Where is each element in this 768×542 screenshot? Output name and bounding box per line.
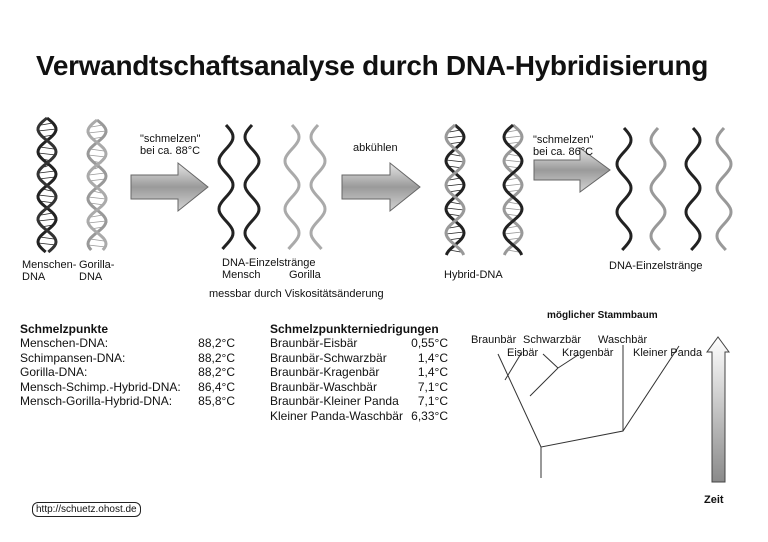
phylogenetic-tree [498,345,679,478]
human-dna-helix-rung [38,243,56,245]
step-melt-temp: bei ca. 88°C [140,145,201,157]
depression-row [270,365,448,380]
melting-point-row-value: 88,2°C [198,336,235,350]
melting-point-row-name: Mensch-Schimp.-Hybrid-DNA: [20,379,181,394]
depression-row-name: Braunbär-Kleiner Panda [270,394,399,408]
label-human-dna: Menschen- [22,259,77,271]
melting-point-row-value: 88,2°C [198,350,235,365]
single-strand-1 [617,128,631,250]
melting-point-row-value: 85,8°C [198,394,235,408]
tree-leaf-kleiner-panda: Kleiner Panda [633,347,703,359]
depression-row [270,380,448,395]
hybrid-dna-helix-1-rung [446,160,464,162]
step-cool-label: abkühlen [353,142,398,154]
human-dna-helix-rung [40,237,54,239]
melting-point-row [20,380,235,395]
gorilla-dna-helix-rung [88,131,106,133]
melting-point-row-value: 86,4°C [198,379,235,394]
gorilla-dna-helix-rung [88,245,106,247]
depression-row-value: 0,55°C [411,336,448,350]
single-strand-4 [717,128,731,250]
depression-row-value: 7,1°C [417,379,448,394]
melting-point-row-name: Schimpansen-DNA: [20,350,126,365]
human-dna-helix-rung [38,219,56,221]
gorilla-strand-2 [311,125,325,249]
human-strand-1 [219,125,233,249]
hybrid-dna-helix-2-rung [504,232,522,234]
depression-row-value: 1,4°C [417,365,448,379]
gorilla-strand-1 [285,125,299,249]
depression-row-name: Kleiner Panda-Waschbär [270,408,403,423]
label-human: Mensch [222,269,261,281]
label-gorilla-dna: Gorilla- [79,259,115,271]
melting-point-row-value: 88,2°C [198,365,235,379]
melting-point-row [20,365,235,380]
depression-row-name: Braunbär-Waschbär [270,379,377,394]
page-title: Verwandtschaftsanalyse durch DNA-Hybridisierung [36,50,709,81]
hybrid-dna-helix-1-rung [446,232,464,234]
gorilla-dna-helix-rung [90,149,104,151]
single-strand-3 [686,128,700,250]
hybrid-dna-helix-1-rung [446,136,464,138]
depression-row-name: Braunbär-Eisbär [270,336,358,350]
gorilla-dna-helix-rung [90,239,104,241]
depression-row-value: 1,4°C [417,350,448,365]
tree-leaf-eisbaer: Eisbär [507,347,539,359]
gorilla-dna-helix-rung [88,221,106,223]
hybrid-dna-helix-1-rung [446,184,464,186]
depression-row-name: Braunbär-Schwarzbär [270,350,387,365]
depression-row [270,336,448,351]
label-single-strands-2: DNA-Einzelstränge [609,260,703,272]
human-dna-helix-strand-b [38,118,56,252]
label-human-dna-2: DNA [22,271,46,283]
depression-table [270,322,448,423]
hybrid-dna-helix-1-rung [446,208,464,210]
human-dna-helix-rung [40,147,54,149]
hybrid-dna-helix-2-rung [504,136,522,138]
human-dna-helix-rung [39,171,55,173]
step-melt2-temp: bei ca. 86°C [533,146,594,158]
human-dna-helix-rung [38,153,56,155]
step-melt-label: "schmelzen" [140,133,201,145]
melting-point-row-name: Mensch-Gorilla-Hybrid-DNA: [20,394,173,408]
depression-row-name: Braunbär-Kragenbär [270,365,380,379]
label-single-strands: DNA-Einzelstränge [222,257,316,269]
gorilla-dna-helix-strand-b [88,120,106,250]
hybrid-dna-helix-2-rung [504,160,522,162]
time-arrow [707,337,729,482]
human-dna-helix-rung [38,129,56,131]
depression-row-value: 7,1°C [417,394,448,408]
melting-points-table [20,322,235,409]
gorilla-dna-helix-rung [89,173,105,175]
tree-title: möglicher Stammbaum [547,310,658,321]
time-label: Zeit [704,494,724,506]
melting-points-title: Schmelzpunkte [20,322,109,336]
depression-row-value: 6,33°C [411,408,448,423]
arrow-melt-1 [131,163,208,211]
step-melt2-label: "schmelzen" [533,134,594,146]
depression-row [270,351,448,366]
gorilla-dna-helix-rung [88,197,105,199]
gorilla-dna-helix-rung [88,155,106,157]
label-viscosity: messbar durch Viskositätsänderung [209,288,384,300]
melting-point-row [20,351,235,366]
hybrid-dna-helix-2-rung [504,208,522,210]
single-strand-2 [651,128,665,250]
tree-leaf-braunbaer: Braunbär [471,334,517,346]
label-gorilla-dna-2: DNA [79,271,103,283]
tree-leaf-waschbaer: Waschbär [598,334,648,346]
depression-row [270,394,448,409]
melting-point-row [20,336,235,351]
melting-point-row [20,394,235,409]
depression-row [270,409,448,424]
label-hybrid-dna: Hybrid-DNA [444,269,503,281]
melting-point-row-name: Gorilla-DNA: [20,365,88,379]
gorilla-dna-helix-strand-a [88,120,106,250]
hybrid-dna-helix-2-rung [504,184,522,186]
source-url-link[interactable]: http://schuetz.ohost.de [32,502,141,517]
arrow-cool [342,163,420,211]
label-gorilla: Gorilla [289,269,321,281]
depression-title: Schmelzpunkterniedrigungen [270,322,439,336]
human-dna-helix-rung [38,195,55,197]
tree-leaf-schwarzbaer: Schwarzbär [523,334,582,346]
tree-leaf-kragenbaer: Kragenbär [562,347,614,359]
human-strand-2 [245,125,259,249]
melting-point-row-name: Menschen-DNA: [20,336,109,350]
